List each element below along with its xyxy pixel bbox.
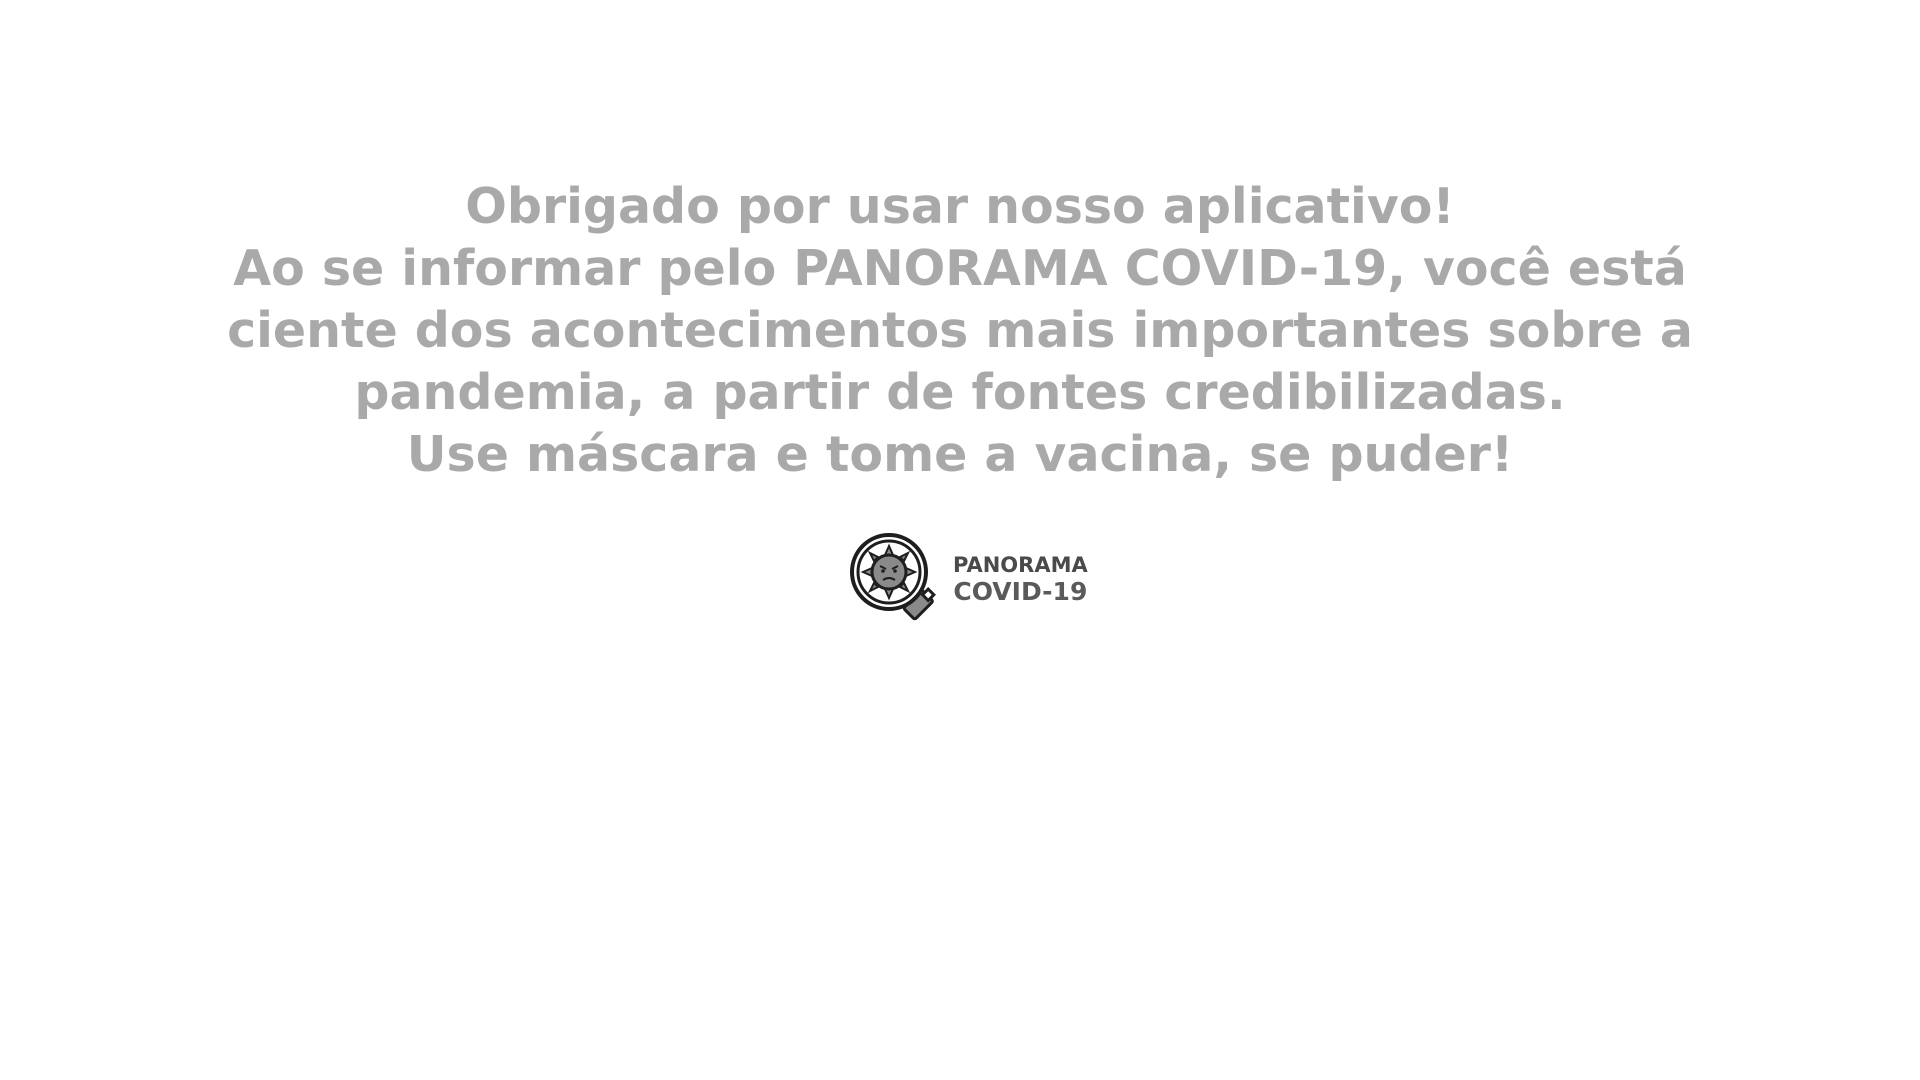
message-line-mask: Use máscara e tome a vacina, se puder!	[406, 426, 1514, 483]
panorama-covid-logo	[849, 532, 1089, 626]
message-line-thanks: Obrigado por usar nosso aplicativo!	[465, 178, 1455, 235]
magnifier-virus-icon	[849, 532, 943, 626]
logo-subtitle: COVID-19	[953, 576, 1088, 606]
message-line-aware: ciente dos acontecimentos mais importantes sobre a	[227, 302, 1693, 359]
logo-title: PANORAMA	[953, 552, 1088, 577]
message-line-informed: Ao se informar pelo PANORAMA COVID-19, você está	[233, 240, 1687, 297]
message-line-sources: pandemia, a partir de fontes credibilizadas.	[354, 364, 1566, 421]
thank-you-message	[0, 176, 1920, 486]
logo-wordmark	[953, 552, 1088, 606]
